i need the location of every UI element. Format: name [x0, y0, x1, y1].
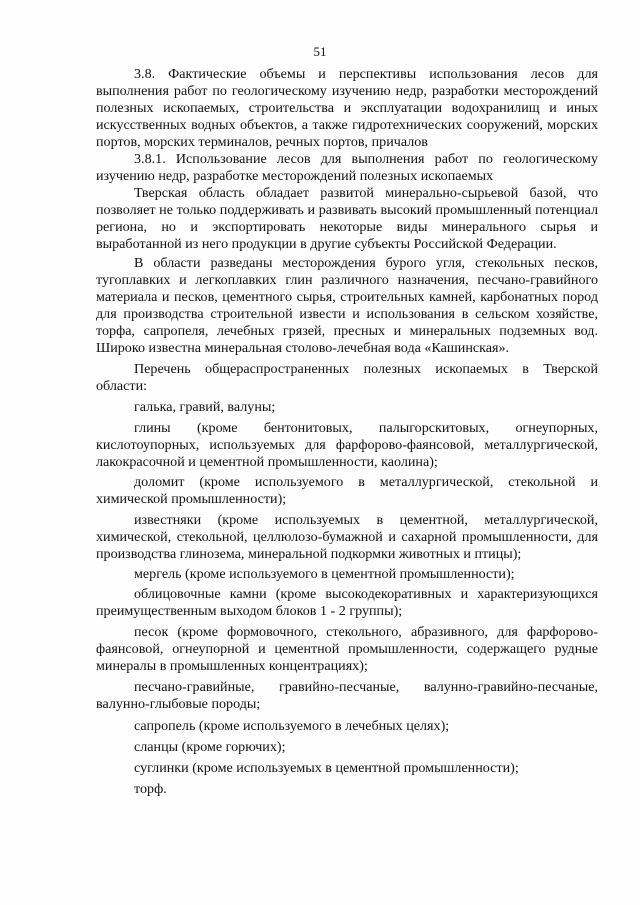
list-item: галька, гравий, валуны;	[134, 399, 276, 415]
list-item: песчано-гравийные, гравийно-песчаные, валунно-гравийно-песчаные, валунно-глыбовые породы;	[96, 679, 598, 712]
list-intro: Перечень общераспространенных полезных ископаемых в Тверской области:	[96, 361, 598, 394]
list-item: сапропель (кроме используемого в лечебных целях);	[134, 718, 450, 734]
body-paragraph: Тверская область обладает развитой минерально-сырьевой базой, что позволяет не только поддерживать и развивать высокий промышленный потенциал региона, но и экспортировать некоторые виды минерального сырья и выработанной из него продукции в другие субъекты Российской Федерации.	[96, 185, 598, 252]
subsection-heading: 3.8.1. Использование лесов для выполнения работ по геологическому изучению недр, разработке месторождений полезных ископаемых	[96, 151, 598, 184]
list-item: сланцы (кроме горючих);	[134, 739, 286, 755]
list-item: торф.	[134, 781, 167, 797]
body-paragraph: В области разведаны месторождения бурого угля, стекольных песков, тугоплавких и легкоплавких глин различного назначения, песчано-гравийного материала и песков, цементного сырья, строительных камней, карбонатных пород для производства строительной извести и использования в сельском хозяйстве, торфа, сапропеля, лечебных грязей, пресных и минеральных подземных вод. Широко известна минеральная столово-лечебная вода «Кашинская».	[96, 255, 598, 356]
list-item: суглинки (кроме используемых в цементной промышленности);	[134, 760, 519, 776]
list-item: глины (кроме бентонитовых, палыгорскитовых, огнеупорных, кислотоупорных, используемых для фарфорово-фаянсовой, металлургической, лакокрасочной и цементной промышленности, каолина);	[96, 420, 598, 470]
list-item: доломит (кроме используемого в металлургической, стекольной и химической промышленности);	[96, 474, 598, 507]
list-item: известняки (кроме используемых в цементной, металлургической, химической, стекольной, целлюлозо-бумажной и сахарной промышленности, для производства глинозема, минеральной подкормки животных и птицы);	[96, 512, 598, 562]
document-body	[96, 66, 598, 798]
page-number: 51	[313, 44, 327, 59]
list-item: песок (кроме формовочного, стекольного, абразивного, для фарфорово-фаянсовой, огнеупорной и цементной промышленности, содержащего рудные минералы в промышленных концентрациях);	[96, 624, 598, 674]
list-item: мергель (кроме используемого в цементной промышленности);	[134, 566, 515, 582]
list-item: облицовочные камни (кроме высокодекоративных и характеризующихся преимущественным выходом блоков 1 - 2 группы);	[96, 586, 598, 619]
section-heading: 3.8. Фактические объемы и перспективы использования лесов для выполнения работ по геологическому изучению недр, разработки месторождений полезных ископаемых, строительства и эксплуатации водохранилищ и иных искусственных водных объектов, а также гидротехнических сооружений, морских портов, морских терминалов, речных портов, причалов	[96, 66, 598, 150]
